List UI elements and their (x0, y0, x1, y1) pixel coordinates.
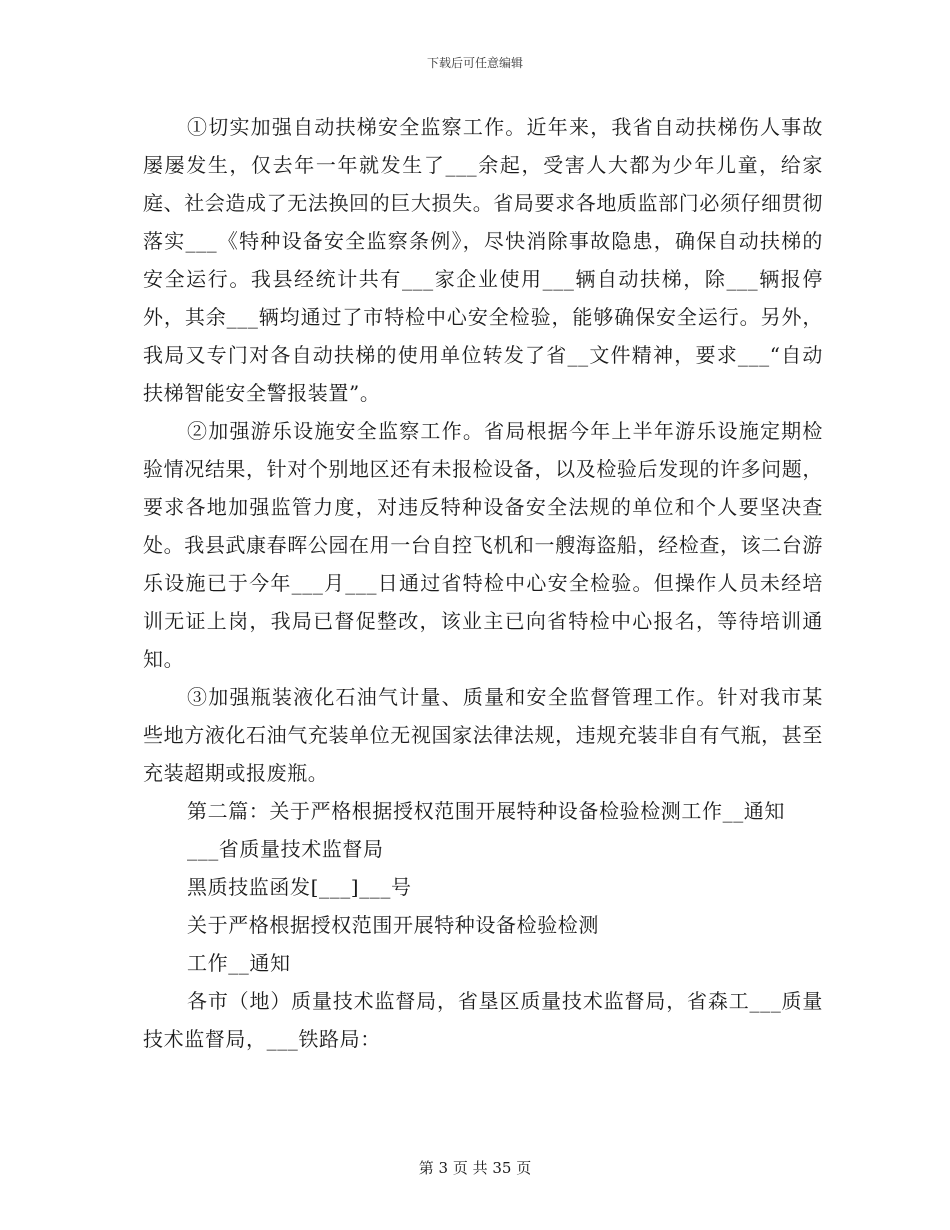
section-title-part-two: 第二篇：关于严格根据授权范围开展特种设备检验检测工作__通知 (187, 799, 785, 823)
paragraph-lpg-cylinders: ③加强瓶装液化石油气计量、质量和安全监督管理工作。针对我市某些地方液化石油气充装单位无视国家法律法规，违规充装非自有气瓶，甚至充装超期或报废瓶。 (143, 685, 823, 785)
paragraph-escalator-safety: ①切实加强自动扶梯安全监察工作。近年来，我省自动扶梯伤人事故屡屡发生，仅去年一年就发生了___余起，受害人大都为少年儿童，给家庭、社会造成了无法换回的巨大损失。省局要求各地质监部门必须仔细贯彻落实___《特种设备安全监察条例》，尽快消除事故隐患，确保自动扶梯的安全运行。我县经统计共有___家企业使用___辆自动扶梯，除___辆报停外，其余___辆均通过了市特检中心安全检验，能够确保安全运行。另外，我局又专门对各自动扶梯的使用单位转发了省__文件精神，要求___“自动扶梯智能安全警报装置”。 (143, 115, 823, 405)
page-header-note: 下载后可任意编辑 (426, 56, 523, 70)
paragraph-amusement-facilities: ②加强游乐设施安全监察工作。省局根据今年上半年游乐设施定期检验情况结果，针对个别地区还有未报检设备，以及检验后发现的许多问题，要求各地加强监管力度，对违反特种设备安全法规的单位和个人要坚决查处。我县武康春晖公园在用一台自控飞机和一艘海盗船，经检查，该二台游乐设施已于今年___月___日通过省特检中心安全检验。但操作人员未经培训无证上岗，我局已督促整改，该业主已向省特检中心报名，等待培训通知。 (143, 419, 823, 671)
notice-title-line-1: 关于严格根据授权范围开展特种设备检验检测 (187, 913, 599, 937)
document-number: 黑质技监函发[___]___号 (187, 875, 412, 899)
page-number: 第 3 页 共 35 页 (418, 1159, 532, 1177)
document-body (143, 108, 823, 1058)
notice-title-line-2: 工作__通知 (187, 951, 291, 975)
addressees: 各市（地）质量技术监督局，省垦区质量技术监督局，省森工___质量技术监督局，___铁路局： (143, 989, 823, 1051)
issuing-authority: ___省质量技术监督局 (187, 837, 384, 861)
